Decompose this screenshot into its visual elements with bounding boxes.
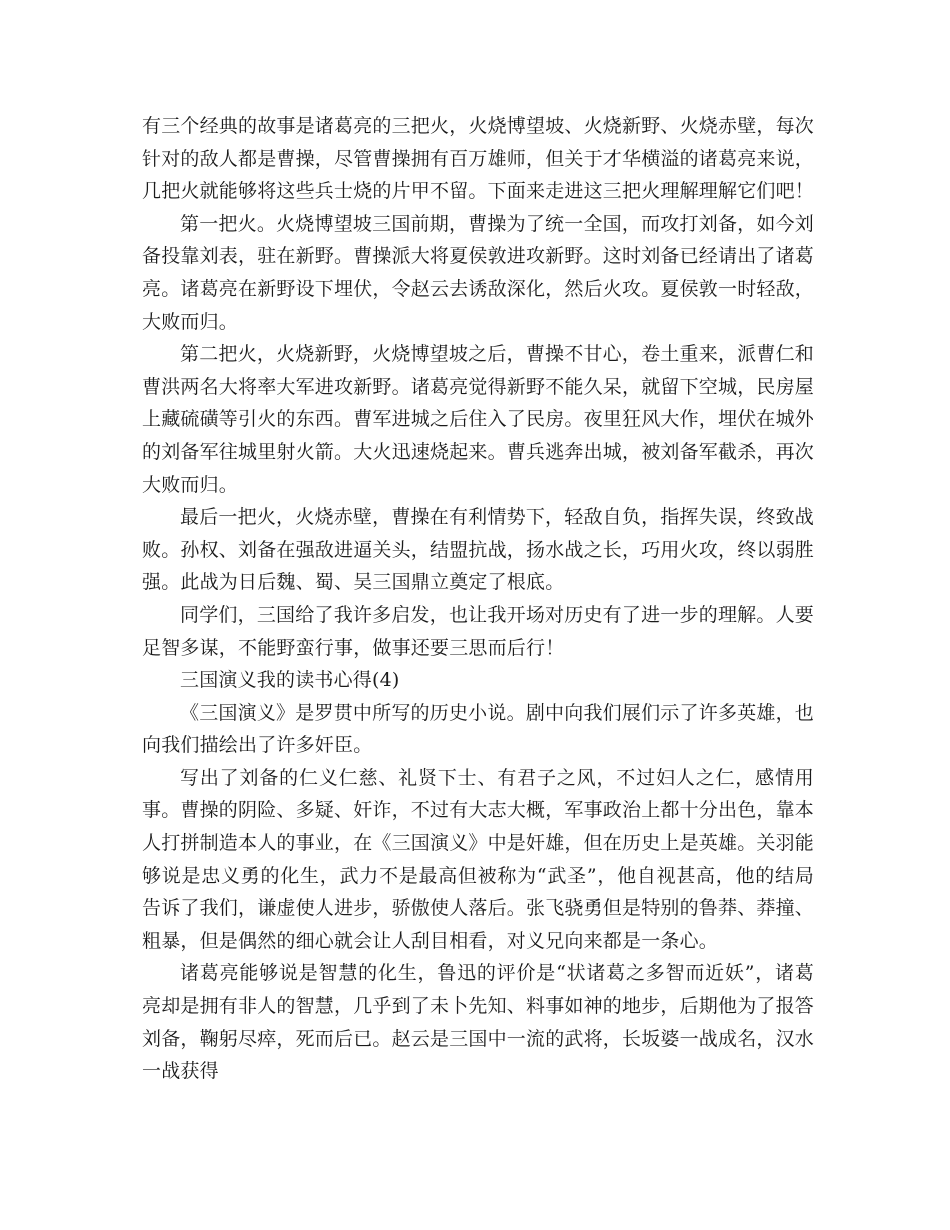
paragraph-first-fire: 第一把火。火烧博望坡三国前期，曹操为了统一全国，而攻打刘备，如今刘备投靠刘表，驻在新野。曹操派大将夏侯敦进攻新野。这时刘备已经请出了诸葛亮。诸葛亮在新野设下埋伏，令赵云去诱敌深化，然后火攻。夏侯敦一时轻敌，大败而归。 — [142, 212, 815, 333]
paragraph-conclusion: 同学们，三国给了我许多启发，也让我开场对历史有了进一步的理解。人要足智多谋，不能野蛮行事，做事还要三思而后行！ — [142, 603, 814, 659]
paragraph-novel-intro: 《三国演义》是罗贯中所写的历史小说。剧中向我们展们示了许多英雄，也向我们描绘出了许多奸臣。 — [142, 701, 814, 757]
document-body — [142, 110, 814, 1088]
paragraph-second-fire: 第二把火，火烧新野，火烧博望坡之后，曹操不甘心，卷土重来，派曹仁和曹洪两名大将率大军进攻新野。诸葛亮觉得新野不能久呆，就留下空城，民房屋上藏硫磺等引火的东西。曹军进城之后住入了民房。夜里狂风大作，埋伏在城外的刘备军往城里射火箭。大火迅速烧起来。曹兵逃奔出城，被刘备军截杀，再次大败而归。 — [142, 343, 815, 496]
paragraph-three-fires-intro: 有三个经典的故事是诸葛亮的三把火，火烧博望坡、火烧新野、火烧赤壁，每次针对的敌人都是曹操，尽管曹操拥有百万雄师，但关于才华横溢的诸葛亮来说，几把火就能够将这些兵士烧的片甲不留。下面来走进这三把火理解理解它们吧！ — [142, 115, 815, 203]
paragraph-characters: 写出了刘备的仁义仁慈、礼贤下士、有君子之风，不过妇人之仁，感情用事。曹操的阴险、多疑、奸诈，不过有大志大概，军事政治上都十分出色，靠本人打拼制造本人的事业，在《三国演义》中是奸雄，但在历史上是英雄。关羽能够说是忠义勇的化生，武力不是最高但被称为“武圣”，他自视甚高，他的结局告诉了我们，谦虚使人进步，骄傲使人落后。张飞骁勇但是特别的鲁莽、莽撞、粗暴，但是偶然的细心就会让人刮目相看，对义兄向来都是一条心。 — [142, 766, 815, 952]
paragraph-last-fire: 最后一把火，火烧赤壁，曹操在有利情势下，轻敌自负，指挥失误，终致战败。孙权、刘备在强敌进逼关头，结盟抗战，扬水战之长，巧用火攻，终以弱胜强。此战为日后魏、蜀、吴三国鼎立奠定了根底。 — [142, 506, 815, 594]
section-heading: 三国演义我的读书心得(4) — [180, 669, 400, 692]
paragraph-zhuge-liang: 诸葛亮能够说是智慧的化生，鲁迅的评价是“状诸葛之多智而近妖”，诸葛亮却是拥有非人的智慧，几乎到了未卜先知、料事如神的地步，后期他为了报答刘备，鞠躬尽瘁，死而后已。赵云是三国中一流的武将，长坂婆一战成名，汉水一战获得 — [142, 962, 815, 1083]
